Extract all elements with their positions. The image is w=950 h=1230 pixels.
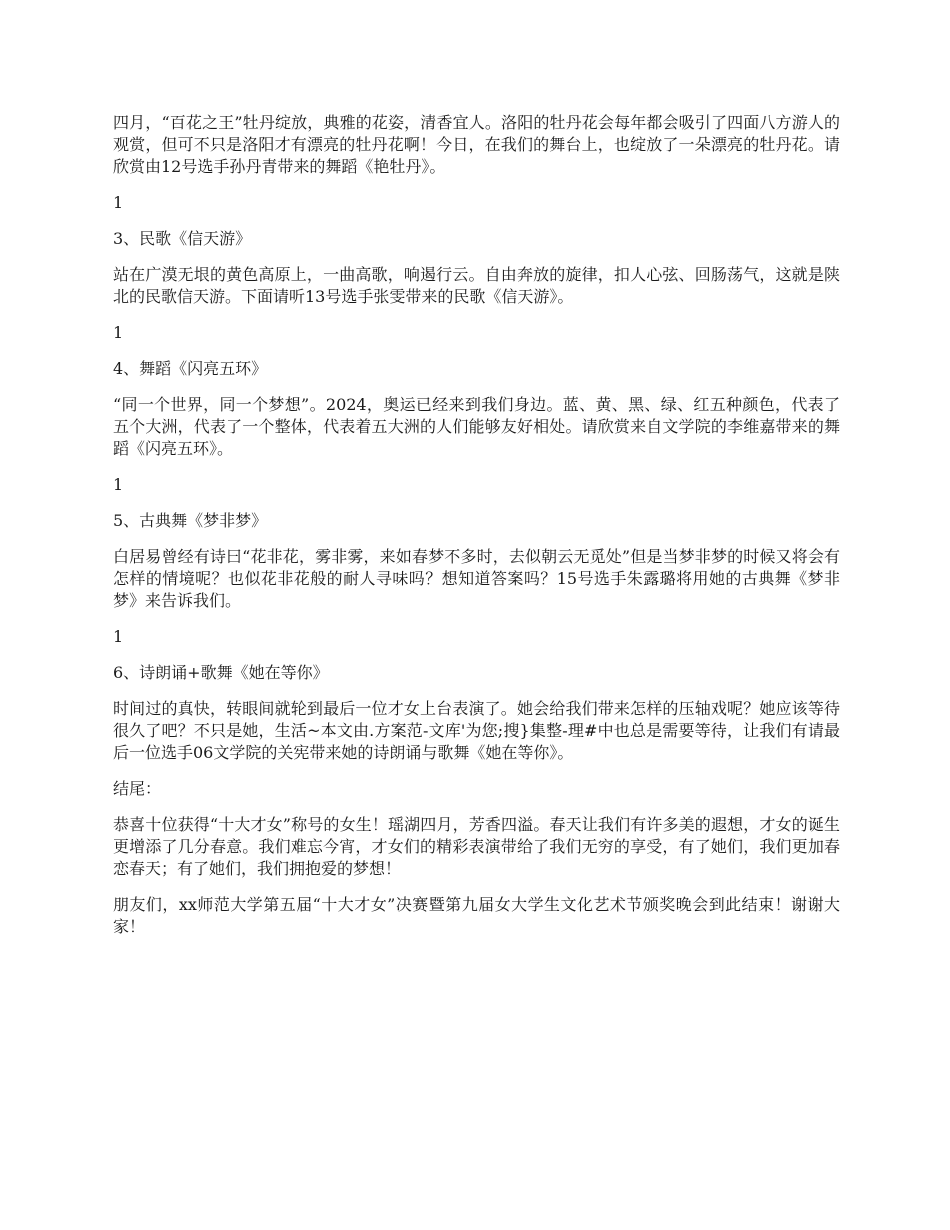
paragraph-congratulations: 恭喜十位获得“十大才女”称号的女生！瑶湖四月，芳香四溢。春天让我们有许多美的遐想，才女的诞生更增添了几分春意。我们难忘今宵，才女们的精彩表演带给了我们无穷的享受，有了她们，我们更加春恋春天；有了她们，我们拥抱爱的梦想！ (113, 815, 840, 878)
paragraph-farewell: 朋友们，xx师范大学第五届“十大才女”决赛暨第九届女大学生文化艺术节颁奖晚会到此结束！谢谢大家！ (113, 895, 840, 936)
page-number: 1 (113, 475, 124, 494)
page-number: 1 (113, 323, 124, 342)
document-body (113, 112, 840, 952)
closing-heading: 结尾： (113, 779, 162, 798)
section-heading-4: 4、舞蹈《闪亮五环》 (113, 359, 268, 378)
page-number: 1 (113, 193, 124, 212)
section-heading-3: 3、民歌《信天游》 (113, 229, 252, 248)
paragraph-olympic-rings: “同一个世界，同一个梦想”。2024，奥运已经来到我们身边。蓝、黄、黑、绿、红五种颜色，代表了五个大洲，代表了一个整体，代表着五大洲的人们能够友好相处。请欣赏来自文学院的李维嘉带来的舞蹈《闪亮五环》。 (113, 395, 840, 458)
paragraph-final-act: 时间过的真快，转眼间就轮到最后一位才女上台表演了。她会给我们带来怎样的压轴戏呢？她应该等待很久了吧？不只是她，生活~本文由.方案范-文库'为您;搜}集整-理#中也总是需要等待，让我们有请最后一位选手06文学院的关宪带来她的诗朗诵与歌舞《她在等你》。 (113, 699, 840, 762)
paragraph-dream-dance: 白居易曾经有诗曰“花非花，雾非雾，来如春梦不多时，去似朝云无觅处”但是当梦非梦的时候又将会有怎样的情境呢？也似花非花般的耐人寻味吗？想知道答案吗？15号选手朱露璐将用她的古典舞《梦非梦》来告诉我们。 (113, 547, 840, 610)
section-heading-5: 5、古典舞《梦非梦》 (113, 511, 268, 530)
section-heading-6: 6、诗朗诵+歌舞《她在等你》 (113, 663, 329, 682)
paragraph-peony-intro: 四月，“百花之王”牡丹绽放，典雅的花姿，清香宜人。洛阳的牡丹花会每年都会吸引了四面八方游人的观赏，但可不只是洛阳才有漂亮的牡丹花啊！今日，在我们的舞台上，也绽放了一朵漂亮的牡丹花。请欣赏由12号选手孙丹青带来的舞蹈《艳牡丹》。 (113, 113, 840, 176)
page-number: 1 (113, 627, 124, 646)
paragraph-folk-song: 站在广漠无垠的黄色高原上，一曲高歌，响遏行云。自由奔放的旋律，扣人心弦、回肠荡气，这就是陕北的民歌信天游。下面请听13号选手张雯带来的民歌《信天游》。 (113, 265, 840, 306)
